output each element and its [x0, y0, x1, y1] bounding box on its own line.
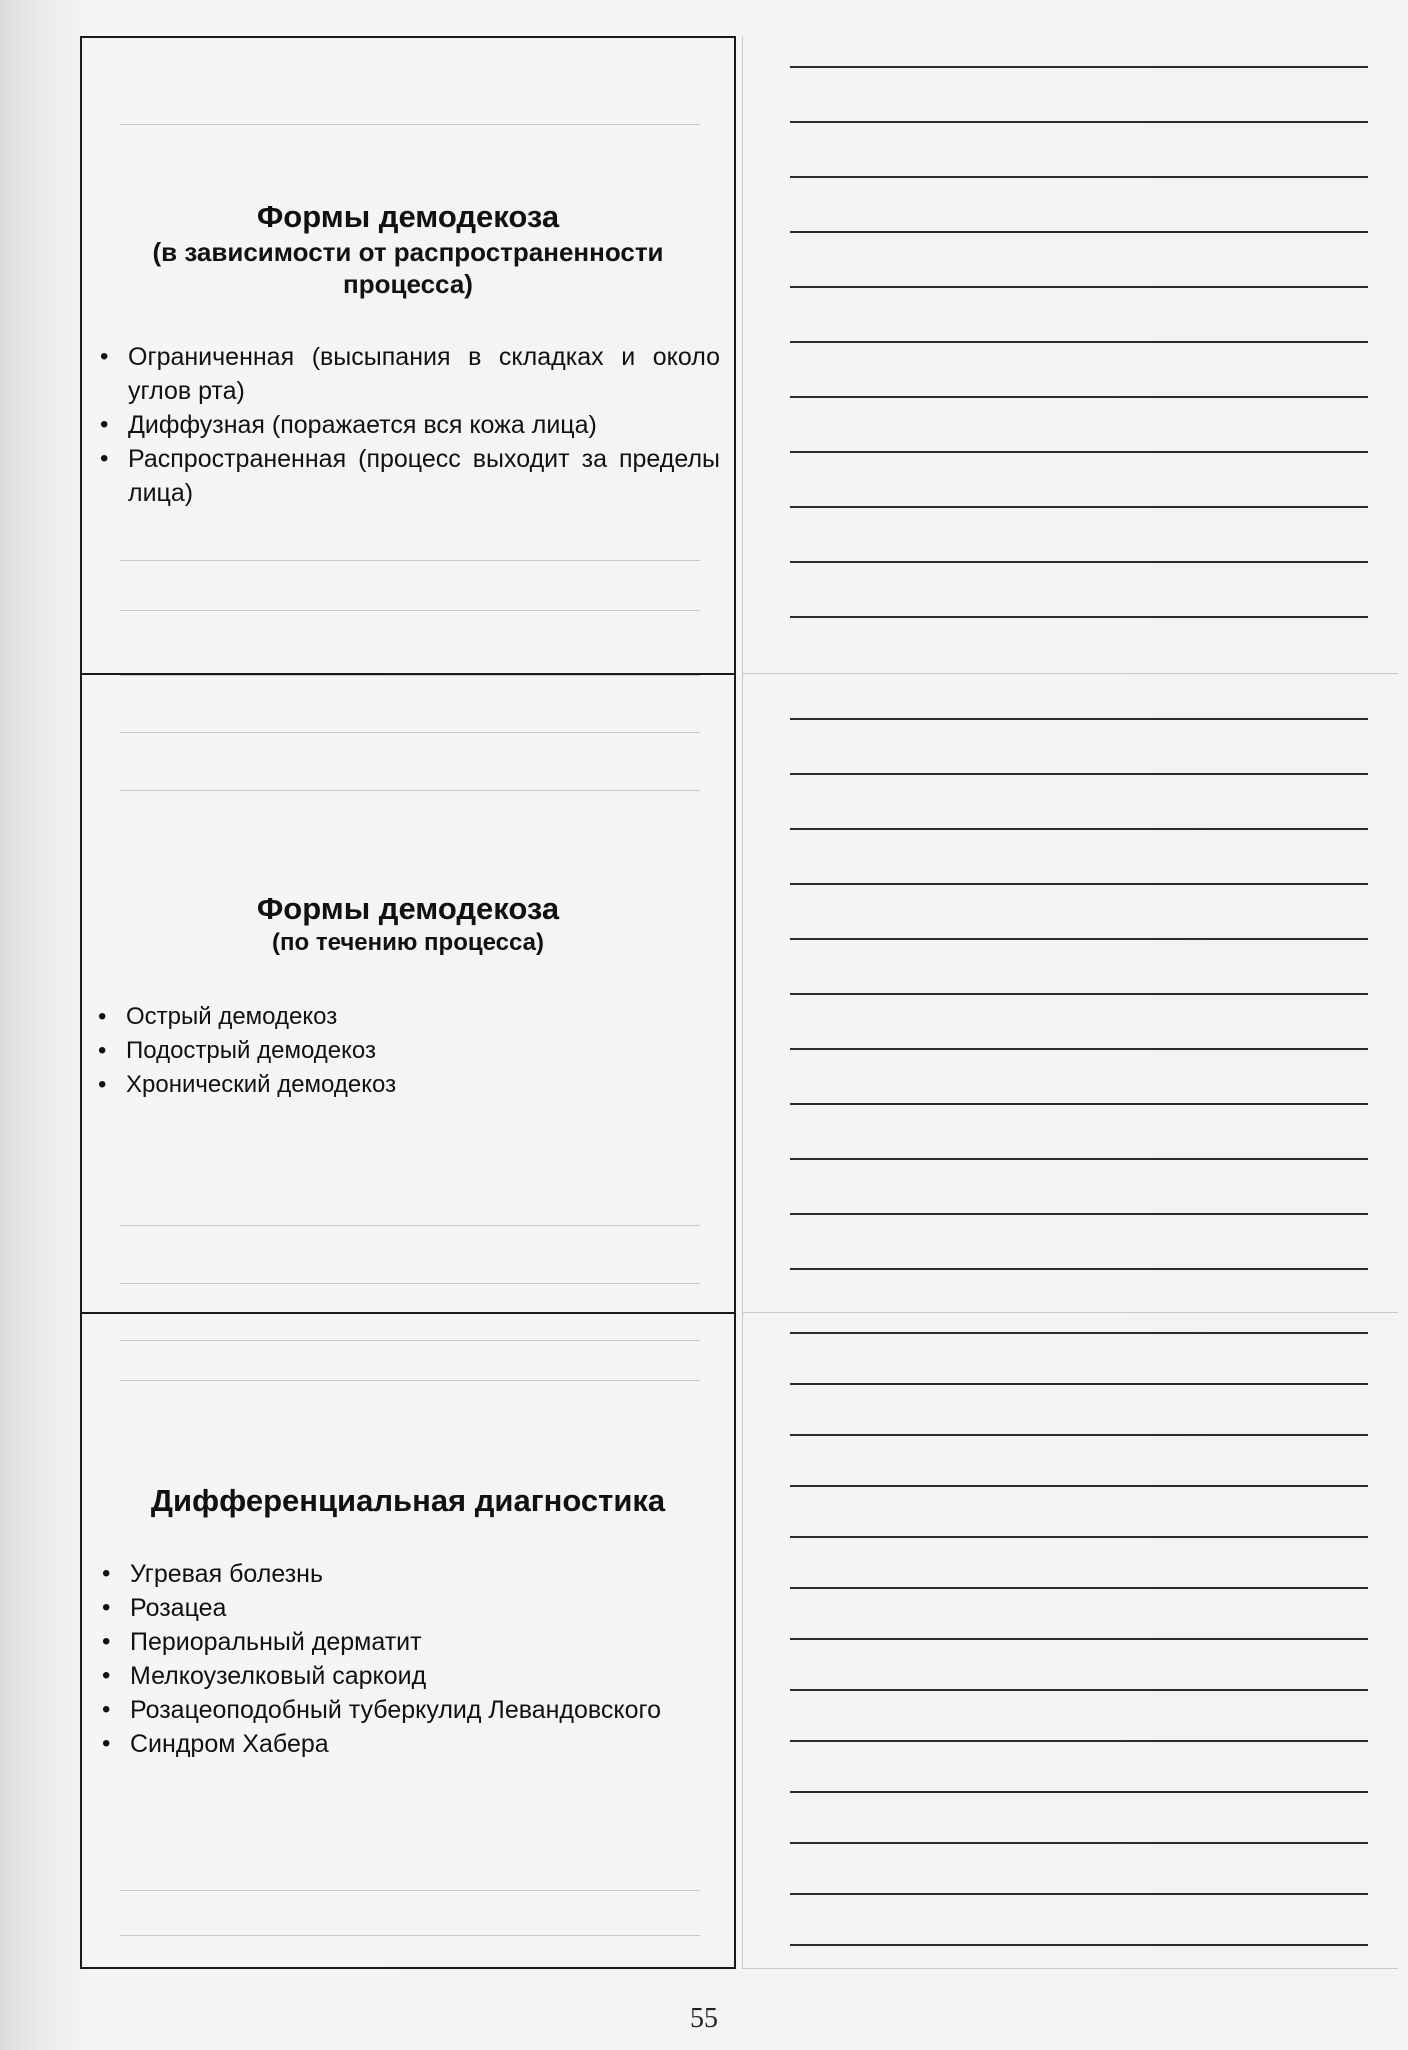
- writing-line: [790, 1740, 1368, 1742]
- writing-line: [790, 231, 1368, 233]
- writing-line: [790, 1158, 1368, 1160]
- writing-line: [790, 718, 1368, 720]
- notes-card-3: [742, 1312, 1398, 1969]
- list-item: • Ограниченная (высыпания в складках и около углов рта): [88, 340, 720, 408]
- forms-list: [86, 1000, 720, 1102]
- list-item: • Острый демодекоз: [86, 1000, 720, 1034]
- writing-line: [790, 1103, 1368, 1105]
- list-item: • Диффузная (поражается вся кожа лица): [88, 408, 720, 442]
- list-item: • Подострый демодекоз: [86, 1034, 720, 1068]
- card-title: Дифференциальная диагностика: [150, 1483, 666, 1518]
- card-title: Формы демодекоза: [256, 891, 560, 926]
- writing-line: [790, 1434, 1368, 1436]
- writing-line: [790, 1536, 1368, 1538]
- list-item: • Синдром Хабера: [90, 1727, 722, 1761]
- writing-line: [790, 1332, 1368, 1334]
- card-title: Формы демодекоза: [256, 199, 560, 234]
- card-differential-diagnosis: [80, 1312, 736, 1969]
- writing-line: [790, 883, 1368, 885]
- writing-line: [790, 176, 1368, 178]
- writing-line: [790, 773, 1368, 775]
- writing-line: [790, 396, 1368, 398]
- writing-line: [790, 616, 1368, 618]
- list-item: • Мелкоузелковый саркоид: [90, 1659, 722, 1693]
- card-header: [82, 890, 734, 958]
- writing-line: [790, 1842, 1368, 1844]
- writing-line: [790, 1213, 1368, 1215]
- writing-line: [790, 451, 1368, 453]
- writing-line: [790, 1638, 1368, 1640]
- writing-line: [790, 1587, 1368, 1589]
- list-item: • Угревая болезнь: [90, 1557, 722, 1591]
- page-number: 55: [690, 2003, 718, 2034]
- list-item: • Распространенная (процесс выходит за пределы лица): [88, 442, 720, 510]
- writing-line: [790, 1383, 1368, 1385]
- writing-line: [790, 938, 1368, 940]
- writing-line: [790, 1893, 1368, 1895]
- card-header: [82, 1482, 734, 1520]
- list-item: • Периоральный дерматит: [90, 1625, 722, 1659]
- card-forms-by-extent: [80, 36, 736, 674]
- list-item: • Розацеа: [90, 1591, 722, 1625]
- writing-line: [790, 561, 1368, 563]
- writing-line: [790, 993, 1368, 995]
- card-subtitle: (в зависимости от распространенности процесса): [152, 237, 664, 299]
- writing-line: [790, 341, 1368, 343]
- card-header: [82, 198, 734, 300]
- writing-line: [790, 1485, 1368, 1487]
- list-item: • Розацеоподобный туберкулид Левандовского: [90, 1693, 722, 1727]
- card-forms-by-course: [80, 673, 736, 1313]
- writing-line: [790, 66, 1368, 68]
- writing-line: [790, 1048, 1368, 1050]
- card-subtitle: (по течению процесса): [272, 929, 544, 956]
- diagnosis-list: [90, 1557, 722, 1761]
- writing-line: [790, 286, 1368, 288]
- list-item: • Хронический демодекоз: [86, 1068, 720, 1102]
- writing-line: [790, 1944, 1368, 1946]
- notes-card-1: [742, 36, 1398, 674]
- forms-list: [88, 340, 720, 510]
- writing-line: [790, 121, 1368, 123]
- writing-line: [790, 1268, 1368, 1270]
- writing-line: [790, 506, 1368, 508]
- writing-line: [790, 828, 1368, 830]
- writing-line: [790, 1791, 1368, 1793]
- writing-line: [790, 1689, 1368, 1691]
